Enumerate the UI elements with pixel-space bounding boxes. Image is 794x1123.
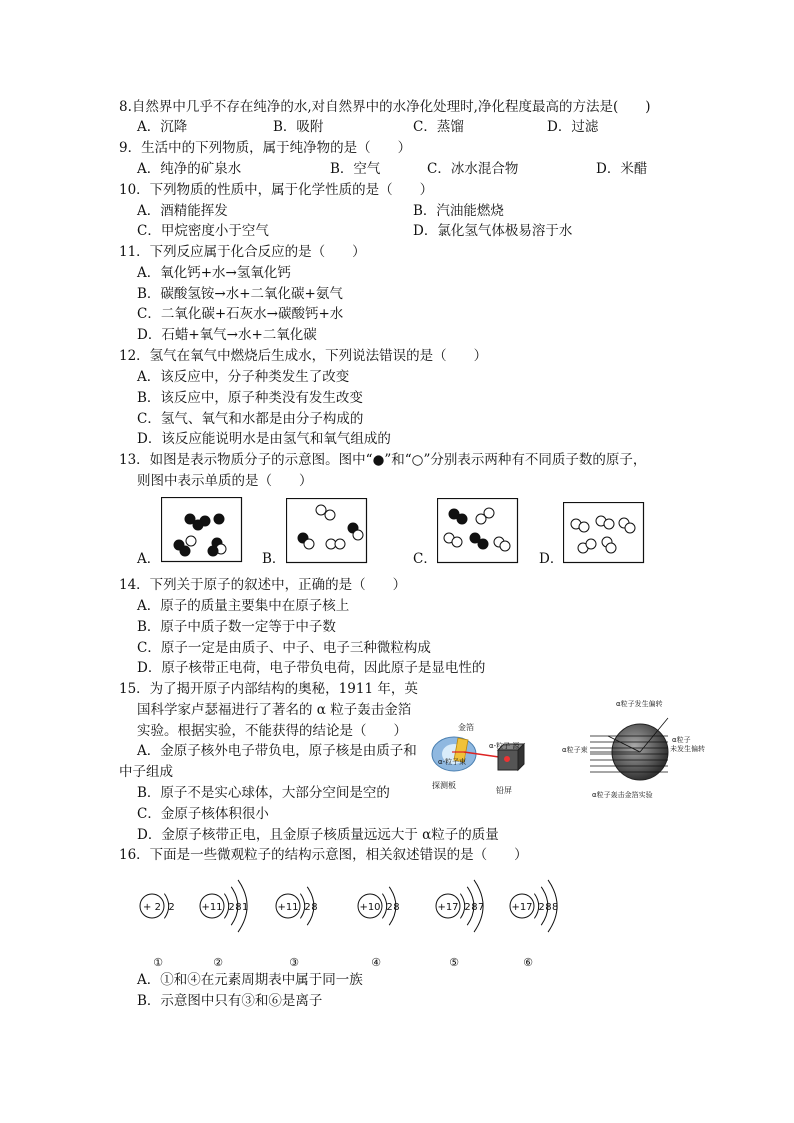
- q12-option-a: A．该反应中，分子种类发生了改变: [137, 369, 350, 385]
- q9-stem: 9．生活中的下列物质，属于纯净物的是（ ）: [119, 140, 412, 156]
- electron-count: 8: [235, 902, 242, 913]
- electron-count: 2: [168, 902, 175, 913]
- electron-count: 8: [552, 902, 559, 913]
- q14-stem: 14．下列关于原子的叙述中，正确的是（ ）: [119, 577, 407, 593]
- diagram-label: ④: [371, 956, 381, 969]
- label-caption: α粒子轰击金箔实验: [592, 791, 653, 799]
- q9-option-a: A．纯净的矿泉水: [137, 161, 242, 177]
- electron-count: 8: [545, 902, 552, 913]
- q12-option-d: D．该反应能说明水是由氢气和氧气组成的: [137, 431, 391, 447]
- q8-option-a: A．沉降: [137, 119, 188, 135]
- q12-option-b: B．该反应中，原子种类没有发生改变: [137, 390, 363, 406]
- electron-count: 8: [311, 902, 318, 913]
- q13-figure-d: [563, 502, 645, 564]
- q13-option-c-label: C．: [413, 551, 437, 567]
- q10-option-c: C．甲烷密度小于空气: [137, 223, 269, 239]
- q8-option-d: D．过滤: [547, 119, 599, 135]
- q16-option-a: A．①和④在元素周期表中属于同一族: [137, 972, 363, 988]
- q15-stem-line1: 15．为了揭开原子内部结构的奥秘，1911 年，英: [119, 681, 418, 697]
- electron-count: 7: [478, 902, 485, 913]
- nucleus-charge: +10: [359, 902, 381, 913]
- q11-option-a: A．氧化钙+水→氢氧化钙: [137, 265, 291, 281]
- q15-option-a-cont: 中子组成: [119, 764, 173, 780]
- atom-diagram-6: [510, 880, 558, 969]
- q9-option-d: D．米醋: [596, 161, 648, 177]
- q13-option-d-label: D．: [539, 551, 564, 567]
- q14-option-b: B．原子中质子数一定等于中子数: [137, 619, 336, 635]
- diagram-label: ③: [289, 956, 299, 969]
- label-lead: 铅屏: [496, 786, 512, 795]
- q15-scattering-figure: [560, 696, 720, 804]
- label-deflect: α粒子发生偏转: [616, 700, 663, 708]
- q15-stem-line2: 国科学家卢瑟福进行了著名的 α 粒子轰击金箔: [137, 702, 412, 718]
- q12-option-c: C．氢气、氧气和水都是由分子构成的: [137, 411, 364, 427]
- diagram-label: ①: [153, 956, 163, 969]
- q13-figure-c: [437, 498, 519, 564]
- atom-diagram-5: [436, 880, 484, 969]
- q10-option-b: B．汽油能燃烧: [413, 203, 504, 219]
- diagram-label: ⑥: [523, 956, 533, 969]
- label-beam-2: α粒子束: [562, 746, 588, 754]
- q8-option-b: B．吸附: [273, 119, 324, 135]
- q15-option-c: C．金原子核体积很小: [137, 806, 269, 822]
- q14-option-c: C．原子一定是由质子、中子、电子三种微粒构成: [137, 640, 431, 656]
- q13-option-a-label: A．: [137, 551, 161, 567]
- nucleus-charge: +11: [201, 902, 223, 913]
- nucleus-charge: + 2: [143, 902, 161, 913]
- q12-stem: 12．氢气在氧气中燃烧后生成水，下列说法错误的是（ ）: [119, 348, 488, 364]
- nucleus-charge: +17: [437, 902, 459, 913]
- nucleus-charge: +17: [511, 902, 533, 913]
- electron-count: 2: [304, 902, 311, 913]
- q13-figure-b: [286, 498, 368, 564]
- q13-stem-line2: 则图中表示单质的是（ ）: [137, 473, 313, 489]
- electron-count: 1: [242, 902, 249, 913]
- diagram-label: ⑤: [449, 956, 459, 969]
- electron-count: 2: [538, 902, 545, 913]
- q8-option-c: C．蒸馏: [413, 119, 464, 135]
- q11-option-c: C．二氧化碳+石灰水→碳酸钙+水: [137, 306, 344, 322]
- q15-option-d: D．金原子核带正电，且金原子核质量远远大于 α粒子的质量: [137, 827, 499, 843]
- q11-option-d: D．石蜡+氧气→水+二氧化碳: [137, 327, 317, 343]
- q11-stem: 11．下列反应属于化合反应的是（ ）: [119, 244, 366, 260]
- q8-stem: 8.自然界中几乎不存在纯净的水,对自然界中的水净化处理时,净化程度最高的方法是( ): [119, 99, 651, 115]
- label-alpha: α粒子: [672, 736, 691, 744]
- electron-count: 8: [471, 902, 478, 913]
- q11-option-b: B．碳酸氢铵→水+二氧化碳+氨气: [137, 286, 343, 302]
- q10-stem: 10．下列物质的性质中，属于化学性质的是（ ）: [119, 182, 434, 198]
- q15-option-b: B．原子不是实心球体，大部分空间是空的: [137, 785, 390, 801]
- q14-option-d: D．原子核带正电荷，电子带负电荷，因此原子是显电性的: [137, 660, 486, 676]
- q10-option-d: D．氯化氢气体极易溶于水: [413, 223, 573, 239]
- q9-option-b: B．空气: [330, 161, 381, 177]
- q13-figure-a: [161, 497, 243, 563]
- electron-count: 2: [464, 902, 471, 913]
- q13-option-b-label: B．: [262, 551, 286, 567]
- q15-option-a: A．金原子核外电子带负电，原子核是由质子和: [137, 743, 417, 759]
- q15-stem-line3: 实验。根据实验，不能获得的结论是（ ）: [137, 723, 407, 739]
- q10-option-a: A．酒精能挥发: [137, 203, 228, 219]
- label-beam: α-粒子束: [438, 758, 467, 766]
- electron-count: 2: [386, 902, 393, 913]
- atom-diagram-1: [140, 894, 175, 969]
- label-source: α-粒子 源: [489, 742, 520, 750]
- q16-option-b: B．示意图中只有③和⑥是离子: [137, 993, 323, 1009]
- atom-diagram-3: [276, 887, 318, 969]
- atom-diagram-2: [200, 880, 248, 969]
- diagram-label: ②: [213, 956, 223, 969]
- label-nodeflect: 未发生偏转: [670, 745, 705, 753]
- q16-atom-diagrams: [130, 862, 590, 970]
- q13-stem-line1: 13．如图是表示物质分子的示意图。图中“●”和“○”分别表示两种有不同质子数的原子，: [119, 452, 647, 468]
- label-foil: 金箔: [458, 723, 474, 732]
- q15-apparatus-figure: [424, 718, 554, 798]
- q16-stem: 16．下面是一些微观粒子的结构示意图，相关叙述错误的是（ ）: [119, 847, 528, 863]
- nucleus-charge: +11: [277, 902, 299, 913]
- q9-option-c: C．冰水混合物: [427, 161, 519, 177]
- electron-count: 8: [393, 902, 400, 913]
- atom-diagram-4: [358, 887, 400, 969]
- electron-count: 2: [228, 902, 235, 913]
- q14-option-a: A．原子的质量主要集中在原子核上: [137, 598, 350, 614]
- label-screen: 探测板: [432, 781, 456, 790]
